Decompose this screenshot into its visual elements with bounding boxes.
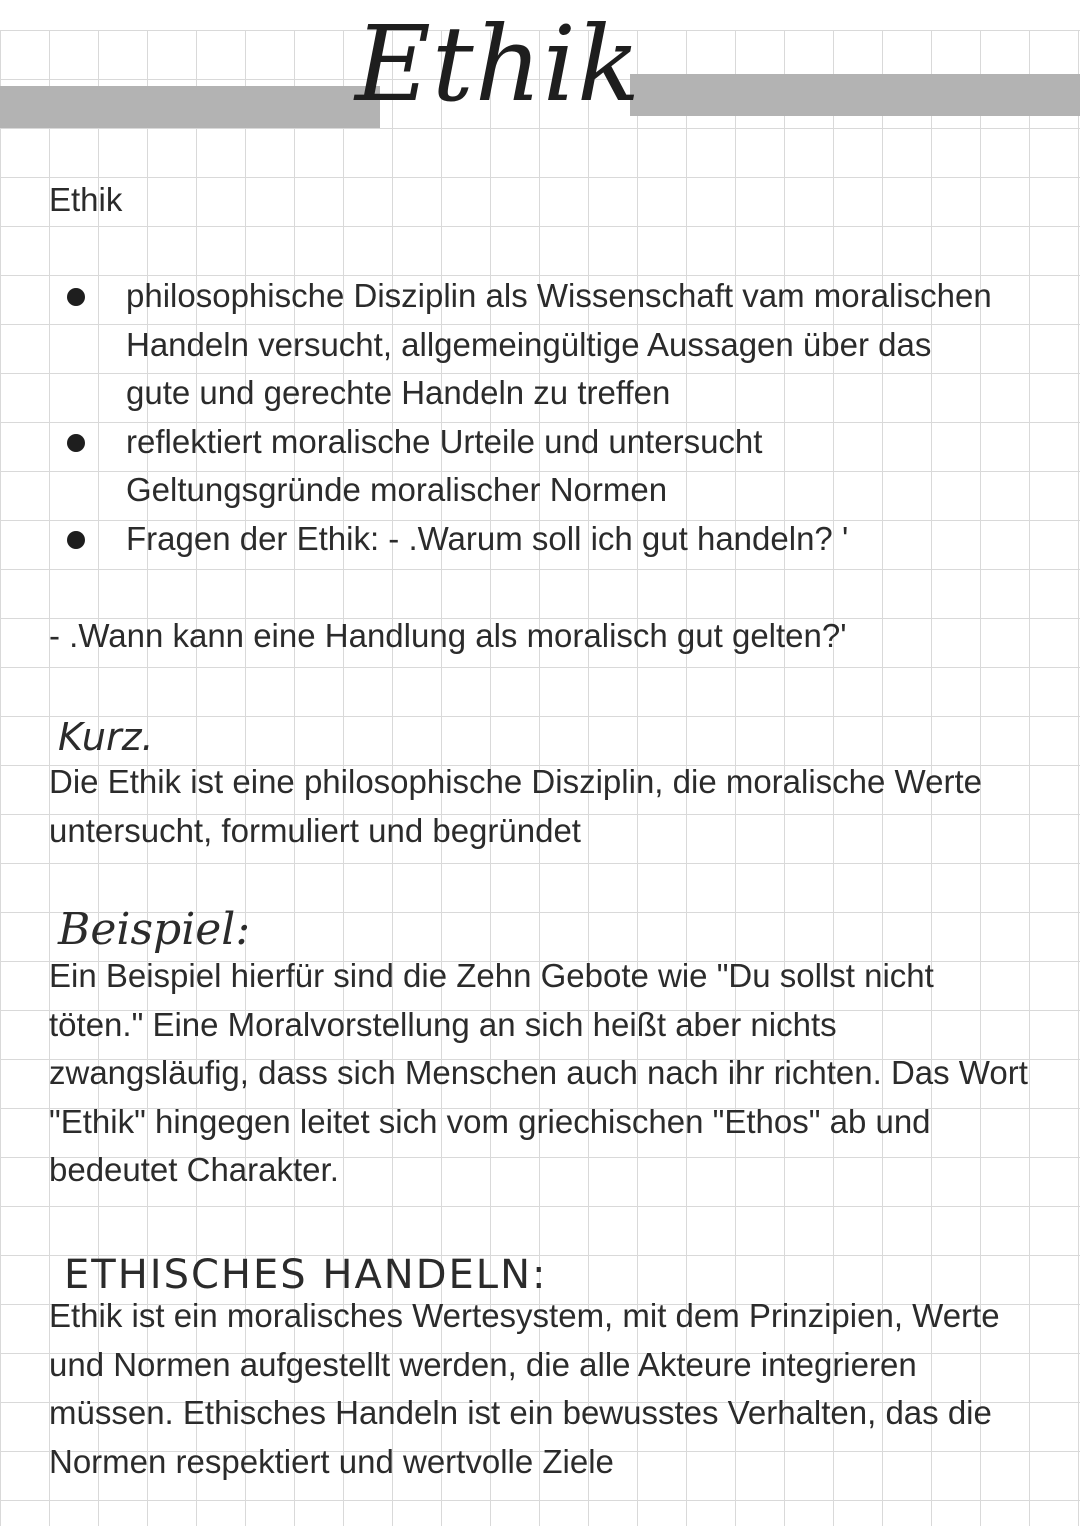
section-heading: Ethik — [49, 181, 123, 218]
list-item: Fragen der Ethik: - .Warum soll ich gut handeln? ' — [0, 515, 1000, 564]
ethical-action-paragraph: Ethik ist ein moralisches Wertesystem, mit dem Prinzipien, Werte und Normen aufgestellt werden, die alle Akteure integrieren müssen. Ethisches Handeln ist ein bewusstes Verhalten, das die Normen respektiert und wertvolle Ziele — [49, 1297, 1000, 1480]
question-line: - .Wann kann eine Handlung als moralisch gut gelten?' — [49, 617, 847, 654]
summary-paragraph: Die Ethik ist eine philosophische Disziplin, die moralische Werte untersucht, formuliert und begründet — [49, 763, 982, 849]
title-band-right — [630, 74, 1080, 116]
list-item: reflektiert moralische Urteile und untersucht Geltungsgründe moralischer Normen — [0, 418, 1000, 515]
example-paragraph: Ein Beispiel hierfür sind die Zehn Gebote wie "Du sollst nicht töten." Eine Moralvorstellung an sich heißt aber nichts zwangsläufig, dass sich Menschen auch nach ihr richten. Das Wort "Ethik" hingegen leitet sich vom griechischen "Ethos" ab und bedeutet Charakter. — [49, 957, 1028, 1188]
bullet-list — [0, 272, 1000, 563]
handwritten-label-kurz: Kurz. — [58, 715, 154, 759]
handwritten-label-beispiel: Beispiel: — [58, 904, 251, 955]
title-band-left — [0, 86, 380, 128]
list-item: philosophische Disziplin als Wissenschaft vam moralischen Handeln versucht, allgemeingültige Aussagen über das gute und gerechte Handeln zu treffen — [0, 272, 1000, 418]
page-title: Ethik — [355, 3, 641, 125]
handwritten-label-ethisches-handeln: ETHISCHES HANDELN: — [64, 1252, 548, 1298]
